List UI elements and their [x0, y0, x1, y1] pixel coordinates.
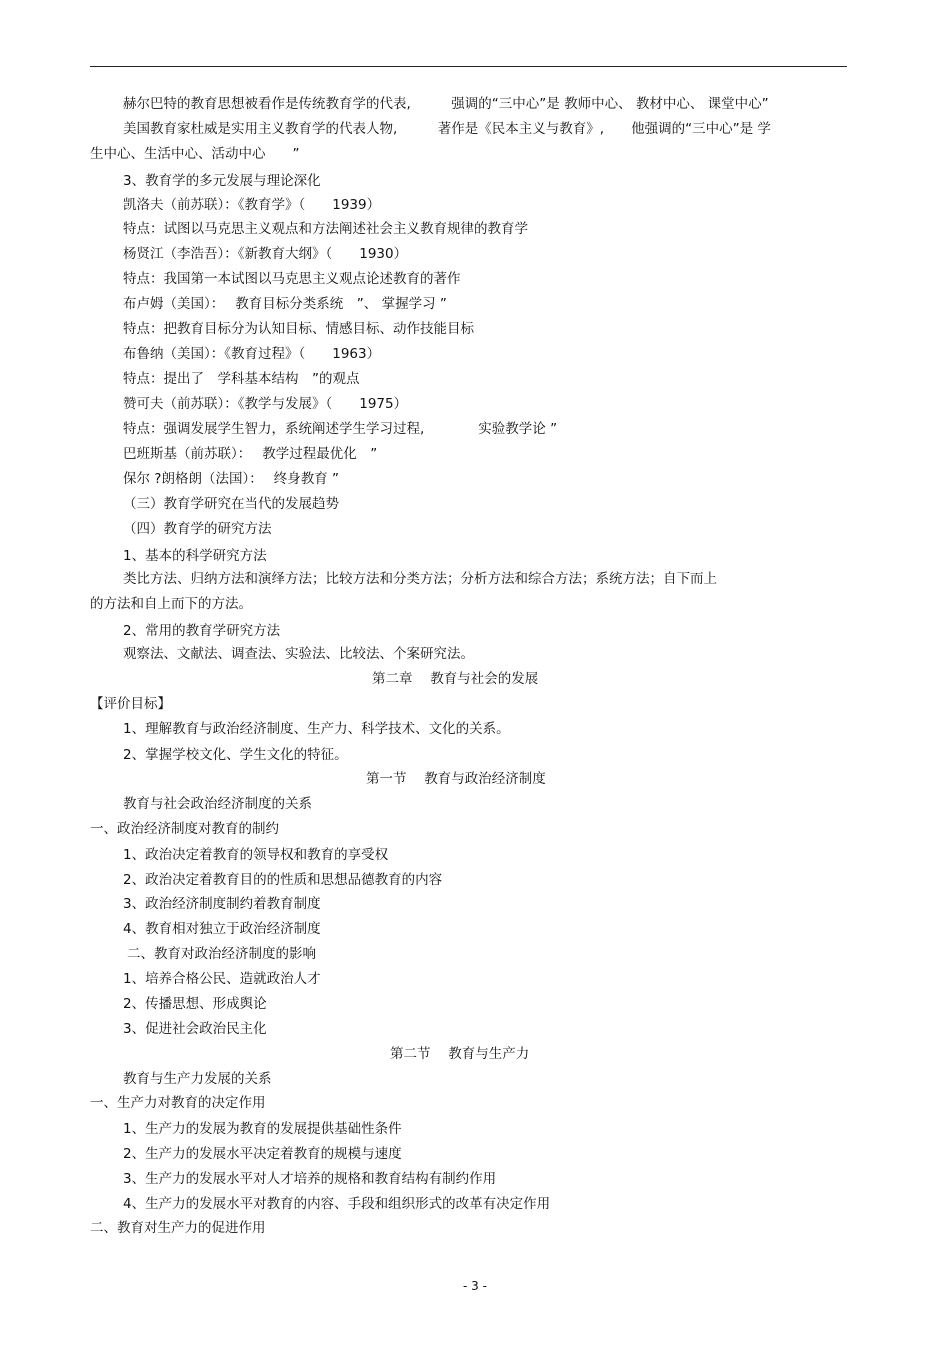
text-line: 布鲁纳（美国）：《教育过程》（ 1963） [123, 346, 381, 362]
section-title: 第一节 教育与政治经济制度 [366, 771, 546, 787]
text-line: 特点：把教育目标分为认知目标、情感目标、动作技能目标 [123, 321, 474, 337]
page-number: - 3 - [463, 1279, 487, 1293]
text-line: 教育与社会政治经济制度的关系 [123, 796, 312, 812]
text-line: 1、理解教育与政治经济制度、生产力、科学技术、文化的关系。 [123, 721, 510, 737]
list-item: 3、政治经济制度制约着教育制度 [123, 896, 321, 912]
section-heading: 二、教育对生产力的促进作用 [90, 1220, 266, 1236]
section-heading: （三）教育学研究在当代的发展趋势 [123, 496, 339, 512]
chapter-title: 第二章 教育与社会的发展 [372, 671, 539, 687]
section-heading: 二、教育对政治经济制度的影响 [127, 946, 316, 962]
list-item: 3、生产力的发展水平对人才培养的规格和教育结构有制约作用 [123, 1171, 497, 1187]
text-line: 巴班斯基（前苏联）： 教学过程最优化 ” [123, 446, 378, 462]
list-item: 2、政治决定着教育目的的性质和思想品德教育的内容 [123, 872, 443, 888]
list-item: 4、生产力的发展水平对教育的内容、手段和组织形式的改革有决定作用 [123, 1196, 551, 1212]
list-item: 1、政治决定着教育的领导权和教育的享受权 [123, 847, 389, 863]
text-line: 2、掌握学校文化、学生文化的特征。 [123, 747, 348, 763]
section-heading: 1、基本的科学研究方法 [123, 548, 267, 564]
list-item: 4、教育相对独立于政治经济制度 [123, 921, 321, 937]
text-line: 赞可夫（前苏联）：《教学与发展》（ 1975） [123, 396, 408, 412]
text-line: 观察法、文献法、调查法、实验法、比较法、个案研究法。 [123, 646, 474, 662]
text-line: 特点：提出了 学科基本结构 ”的观点 [123, 371, 360, 387]
text-line: 布卢姆（美国）： 教育目标分类系统 ”、 掌握学习 ” [123, 296, 447, 312]
header-rule [90, 66, 847, 67]
text-line: 类比方法、归纳方法和演绎方法；比较方法和分类方法；分析方法和综合方法；系统方法；自下而上 [123, 571, 717, 587]
list-item: 1、生产力的发展为教育的发展提供基础性条件 [123, 1121, 402, 1137]
list-item: 2、生产力的发展水平决定着教育的规模与速度 [123, 1146, 402, 1162]
text-line: 特点：强调发展学生智力，系统阐述学生学习过程, 实验教学论 ” [123, 421, 558, 437]
list-item: 1、培养合格公民、造就政治人才 [123, 971, 321, 987]
text-line: 凯洛夫（前苏联）：《教育学》（ 1939） [123, 197, 381, 213]
text-line: 特点：我国第一本试图以马克思主义观点论述教育的著作 [123, 271, 461, 287]
section-title: 第二节 教育与生产力 [390, 1046, 530, 1062]
list-item: 2、传播思想、形成舆论 [123, 996, 267, 1012]
text-line: 特点：试图以马克思主义观点和方法阐述社会主义教育规律的教育学 [123, 221, 528, 237]
list-item: 3、促进社会政治民主化 [123, 1021, 267, 1037]
text-line: 美国教育家杜威是实用主义教育学的代表人物, 著作是《民本主义与教育》, 他强调的“三中心”是 学 [123, 121, 771, 137]
text-line: 保尔 ?朗格朗（法国）： 终身教育 ” [123, 471, 340, 487]
text-line: 教育与生产力发展的关系 [123, 1071, 272, 1087]
text-line: 杨贤江（李浩吾）：《新教育大纲》（ 1930） [123, 246, 408, 262]
section-heading: 2、常用的教育学研究方法 [123, 623, 281, 639]
text-line: 赫尔巴特的教育思想被看作是传统教育学的代表, 强调的“三中心”是 教师中心、 教材中心、 课堂中心” [123, 96, 769, 112]
text-line: 的方法和自上而下的方法。 [90, 596, 252, 612]
text-line: 生中心、生活中心、活动中心 ” [90, 146, 300, 162]
section-heading: （四）教育学的研究方法 [123, 521, 272, 537]
section-heading: 3、教育学的多元发展与理论深化 [123, 173, 321, 189]
section-heading: 一、政治经济制度对教育的制约 [90, 821, 279, 837]
section-heading: 一、生产力对教育的决定作用 [90, 1095, 266, 1111]
section-heading: 【评价目标】 [90, 696, 171, 712]
